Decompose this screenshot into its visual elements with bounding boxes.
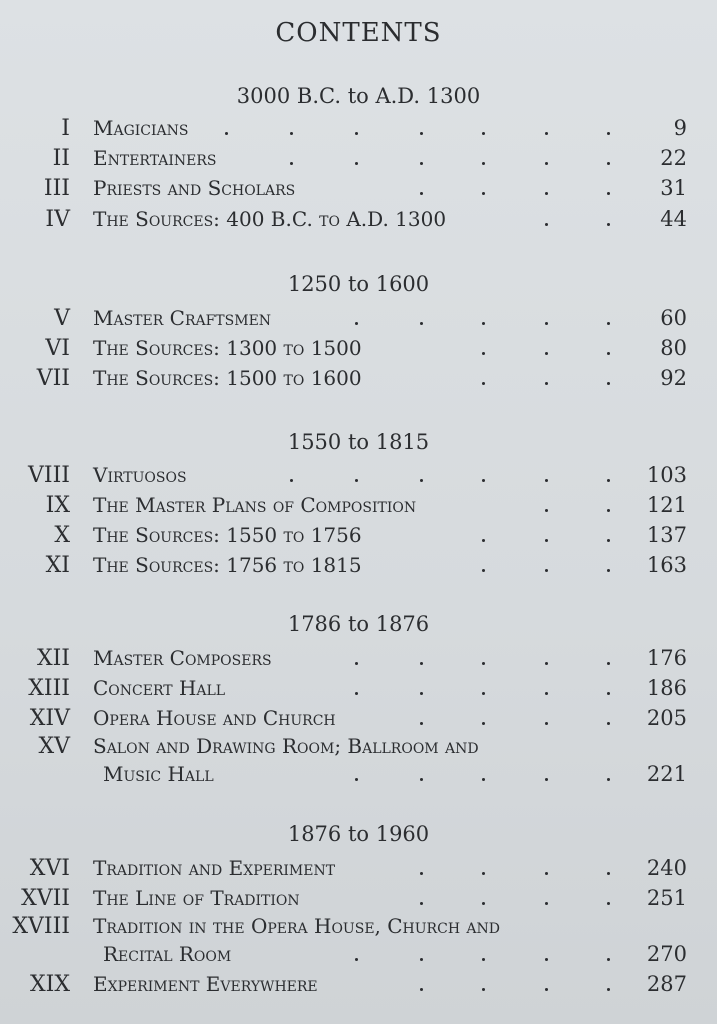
chapter-number: XIII xyxy=(28,676,70,701)
chapter-number: XVI xyxy=(29,856,70,881)
section-heading: 3000 B.C. to A.D. 1300 xyxy=(236,84,481,108)
toc-entry[interactable] xyxy=(0,176,717,206)
dot-leader xyxy=(0,336,717,366)
leader-dot xyxy=(545,958,548,961)
leader-dot xyxy=(482,778,485,781)
chapter-number: VIII xyxy=(28,463,70,488)
leader-dot xyxy=(482,322,485,325)
leader-dot xyxy=(482,958,485,961)
chapter-title: Master Craftsmen xyxy=(93,306,272,330)
dot-leader xyxy=(0,676,717,706)
leader-dot xyxy=(545,872,548,875)
leader-dot xyxy=(482,722,485,725)
chapter-title: Tradition in the Opera House, Church and xyxy=(93,914,500,938)
leader-dot xyxy=(420,322,423,325)
page-number: 44 xyxy=(660,207,687,231)
toc-entry[interactable] xyxy=(0,706,717,736)
toc-entry[interactable] xyxy=(0,116,717,146)
leader-dot xyxy=(482,192,485,195)
dot-leader xyxy=(0,176,717,206)
dot-leader xyxy=(0,762,717,792)
leader-dot xyxy=(420,162,423,165)
dot-leader xyxy=(0,646,717,676)
chapter-title: Entertainers xyxy=(93,146,217,170)
leader-dot xyxy=(545,352,548,355)
chapter-number: IX xyxy=(45,493,70,518)
chapter-number: II xyxy=(52,146,70,171)
chapter-number: XIX xyxy=(29,972,70,997)
leader-dot xyxy=(482,872,485,875)
chapter-number: XV xyxy=(38,734,70,759)
toc-entry[interactable] xyxy=(0,306,717,336)
leader-dot xyxy=(607,132,610,135)
leader-dot xyxy=(607,223,610,226)
chapter-number: III xyxy=(43,176,70,201)
leader-dot xyxy=(545,722,548,725)
leader-dot xyxy=(355,958,358,961)
toc-entry[interactable] xyxy=(0,523,717,553)
leader-dot xyxy=(420,662,423,665)
chapter-number: V xyxy=(54,306,70,331)
leader-dot xyxy=(545,692,548,695)
toc-entry[interactable] xyxy=(0,886,717,916)
leader-dot xyxy=(545,509,548,512)
leader-dot xyxy=(607,162,610,165)
leader-dot xyxy=(607,958,610,961)
page-number: 176 xyxy=(646,646,687,670)
dot-leader xyxy=(0,942,717,972)
page-title: CONTENTS xyxy=(275,18,442,48)
toc-entry[interactable] xyxy=(0,463,717,493)
leader-dot xyxy=(607,352,610,355)
dot-leader xyxy=(0,493,717,523)
chapter-title-continuation: Recital Room xyxy=(103,942,232,966)
toc-entry[interactable] xyxy=(0,914,717,944)
page-number: 92 xyxy=(660,366,687,390)
leader-dot xyxy=(482,539,485,542)
leader-dot xyxy=(607,722,610,725)
dot-leader xyxy=(0,856,717,886)
chapter-title: The Sources: 1756 to 1815 xyxy=(93,553,362,577)
dot-leader xyxy=(0,463,717,493)
page-number: 287 xyxy=(646,972,687,996)
leader-dot xyxy=(545,382,548,385)
leader-dot xyxy=(290,162,293,165)
leader-dot xyxy=(545,132,548,135)
chapter-title: Master Composers xyxy=(93,646,272,670)
chapter-number: XVIII xyxy=(12,914,70,939)
dot-leader xyxy=(0,523,717,553)
leader-dot xyxy=(420,872,423,875)
chapter-title: Salon and Drawing Room; Ballroom and xyxy=(93,734,479,758)
leader-dot xyxy=(355,162,358,165)
leader-dot xyxy=(482,988,485,991)
page-number: 103 xyxy=(646,463,687,487)
leader-dot xyxy=(545,223,548,226)
leader-dot xyxy=(420,192,423,195)
leader-dot xyxy=(607,778,610,781)
leader-dot xyxy=(355,662,358,665)
chapter-title: The Master Plans of Composition xyxy=(93,493,417,517)
leader-dot xyxy=(420,692,423,695)
page-number: 121 xyxy=(646,493,687,517)
page-number: 221 xyxy=(646,762,687,786)
leader-dot xyxy=(482,662,485,665)
page-number: 137 xyxy=(646,523,687,547)
leader-dot xyxy=(545,479,548,482)
page-number: 60 xyxy=(660,306,687,330)
leader-dot xyxy=(545,162,548,165)
chapter-title: The Sources: 1550 to 1756 xyxy=(93,523,362,547)
toc-entry[interactable] xyxy=(0,146,717,176)
chapter-number: XI xyxy=(45,553,70,578)
toc-entry-continuation[interactable] xyxy=(0,942,717,972)
chapter-title: Virtuosos xyxy=(93,463,187,487)
leader-dot xyxy=(607,902,610,905)
page-number: 163 xyxy=(646,553,687,577)
page-number: 205 xyxy=(646,706,687,730)
page-number: 186 xyxy=(646,676,687,700)
chapter-title: The Sources: 1300 to 1500 xyxy=(93,336,362,360)
leader-dot xyxy=(607,569,610,572)
toc-entry[interactable] xyxy=(0,336,717,366)
leader-dot xyxy=(545,569,548,572)
leader-dot xyxy=(355,322,358,325)
leader-dot xyxy=(545,902,548,905)
leader-dot xyxy=(482,382,485,385)
leader-dot xyxy=(420,988,423,991)
leader-dot xyxy=(290,479,293,482)
leader-dot xyxy=(225,132,228,135)
toc-entry[interactable] xyxy=(0,207,717,237)
chapter-title: The Sources: 1500 to 1600 xyxy=(93,366,362,390)
toc-entry[interactable] xyxy=(0,856,717,886)
leader-dot xyxy=(420,132,423,135)
section-heading: 1550 to 1815 xyxy=(287,430,430,454)
leader-dot xyxy=(482,902,485,905)
leader-dot xyxy=(545,778,548,781)
leader-dot xyxy=(482,692,485,695)
leader-dot xyxy=(607,692,610,695)
leader-dot xyxy=(607,872,610,875)
chapter-number: VII xyxy=(36,366,70,391)
chapter-title: The Line of Tradition xyxy=(93,886,300,910)
leader-dot xyxy=(420,958,423,961)
dot-leader xyxy=(0,146,717,176)
page-number: 80 xyxy=(660,336,687,360)
chapter-number: IV xyxy=(45,207,70,232)
page-number: 240 xyxy=(646,856,687,880)
leader-dot xyxy=(545,662,548,665)
dot-leader xyxy=(0,706,717,736)
toc-entry[interactable] xyxy=(0,553,717,583)
chapter-title-continuation: Music Hall xyxy=(103,762,214,786)
leader-dot xyxy=(607,382,610,385)
leader-dot xyxy=(420,778,423,781)
dot-leader xyxy=(0,972,717,1002)
leader-dot xyxy=(482,132,485,135)
leader-dot xyxy=(482,569,485,572)
chapter-number: XII xyxy=(36,646,70,671)
toc-entry[interactable] xyxy=(0,734,717,764)
chapter-title: Magicians xyxy=(93,116,189,140)
leader-dot xyxy=(420,722,423,725)
toc-entry[interactable] xyxy=(0,972,717,1002)
page-number: 270 xyxy=(646,942,687,966)
chapter-title: Tradition and Experiment xyxy=(93,856,336,880)
chapter-title: Experiment Everywhere xyxy=(93,972,318,996)
leader-dot xyxy=(607,509,610,512)
leader-dot xyxy=(545,988,548,991)
leader-dot xyxy=(482,479,485,482)
leader-dot xyxy=(482,162,485,165)
toc-entry[interactable] xyxy=(0,646,717,676)
chapter-number: XVII xyxy=(21,886,70,911)
leader-dot xyxy=(607,322,610,325)
leader-dot xyxy=(420,479,423,482)
leader-dot xyxy=(355,778,358,781)
leader-dot xyxy=(420,902,423,905)
leader-dot xyxy=(545,539,548,542)
leader-dot xyxy=(355,479,358,482)
dot-leader xyxy=(0,116,717,146)
dot-leader xyxy=(0,366,717,396)
page-number: 9 xyxy=(673,116,687,140)
chapter-number: I xyxy=(61,116,70,141)
chapter-number: VI xyxy=(45,336,70,361)
leader-dot xyxy=(607,479,610,482)
leader-dot xyxy=(607,988,610,991)
chapter-number: X xyxy=(54,523,70,548)
chapter-number: XIV xyxy=(29,706,70,731)
dot-leader xyxy=(0,886,717,916)
chapter-title: Concert Hall xyxy=(93,676,226,700)
dot-leader xyxy=(0,553,717,583)
leader-dot xyxy=(607,539,610,542)
toc-entry[interactable] xyxy=(0,676,717,706)
chapter-title: Priests and Scholars xyxy=(93,176,296,200)
section-heading: 1250 to 1600 xyxy=(287,272,430,296)
toc-entry[interactable] xyxy=(0,493,717,523)
page-number: 31 xyxy=(660,176,687,200)
dot-leader xyxy=(0,306,717,336)
leader-dot xyxy=(290,132,293,135)
leader-dot xyxy=(355,692,358,695)
leader-dot xyxy=(545,192,548,195)
chapter-title: The Sources: 400 B.C. to A.D. 1300 xyxy=(93,207,447,231)
dot-leader xyxy=(0,207,717,237)
leader-dot xyxy=(607,662,610,665)
toc-entry[interactable] xyxy=(0,366,717,396)
toc-entry-continuation[interactable] xyxy=(0,762,717,792)
page-number: 251 xyxy=(646,886,687,910)
leader-dot xyxy=(545,322,548,325)
section-heading: 1876 to 1960 xyxy=(287,822,430,846)
section-heading: 1786 to 1876 xyxy=(287,612,430,636)
chapter-title: Opera House and Church xyxy=(93,706,336,730)
leader-dot xyxy=(355,132,358,135)
leader-dot xyxy=(482,352,485,355)
leader-dot xyxy=(607,192,610,195)
page-number: 22 xyxy=(660,146,687,170)
